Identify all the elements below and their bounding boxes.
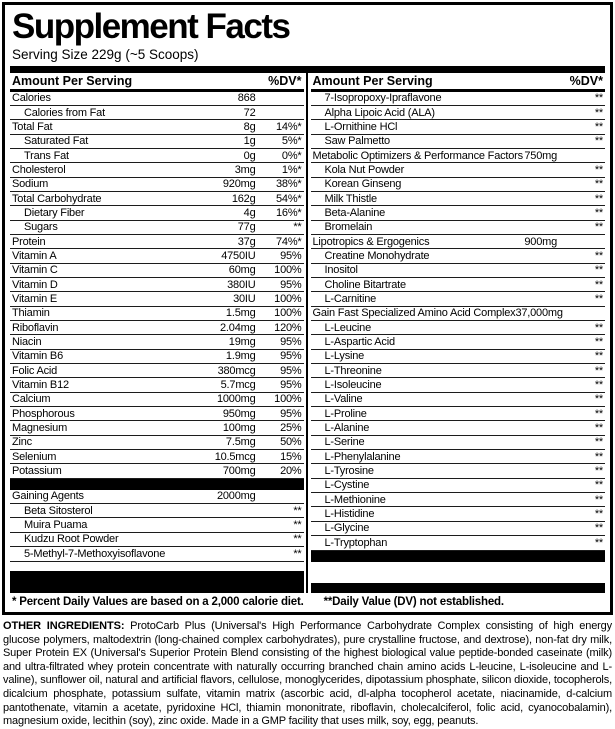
amount-value: 750mg <box>524 149 557 162</box>
table-row <box>311 106 606 120</box>
amount-value: 77g <box>237 221 256 234</box>
dv-value: ** <box>594 120 603 133</box>
dv-value: ** <box>594 206 603 219</box>
ingredient-name: Riboflavin <box>12 321 59 334</box>
dv-value: 25% <box>280 422 302 435</box>
dv-value: ** <box>594 465 603 478</box>
ingredient-name: Beta Sitosterol <box>24 504 93 517</box>
amount-value: 37,000mg <box>515 307 563 320</box>
ingredient-name: Folic Acid <box>12 364 58 377</box>
table-row <box>10 106 304 120</box>
table-row <box>10 350 304 364</box>
ingredient-name: L-Isoleucine <box>324 379 382 392</box>
dv-value: 5%* <box>281 135 302 148</box>
ingredient-name: Korean Ginseng <box>324 178 402 191</box>
table-row <box>311 221 606 235</box>
table-row <box>311 421 606 435</box>
dv-value: 100% <box>274 307 302 320</box>
right-column-header <box>311 73 606 92</box>
ingredient-name: L-Carnitine <box>324 292 377 305</box>
ingredient-name: L-Tyrosine <box>324 465 374 478</box>
dv-value: 95% <box>280 336 302 349</box>
dv-value: 100% <box>274 292 302 305</box>
table-row <box>10 292 304 306</box>
dv-value: 15% <box>280 450 302 463</box>
dv-value: 95% <box>280 407 302 420</box>
ingredient-name: Gain Fast Specialized Amino Acid Complex <box>312 307 516 320</box>
dv-value: ** <box>293 504 302 517</box>
ingredient-name: Muira Puama <box>24 519 88 532</box>
amount-value: 10.5mcg <box>214 450 256 463</box>
ingredient-name: L-Proline <box>324 407 367 420</box>
dv-value: 95% <box>280 350 302 363</box>
label-title: Supplement Facts <box>12 7 290 46</box>
table-row <box>311 335 606 349</box>
dv-value: ** <box>594 350 603 363</box>
dv-value: ** <box>594 479 603 492</box>
ingredient-name: L-Histidine <box>324 508 375 521</box>
table-row <box>10 335 304 349</box>
dv-value: ** <box>594 321 603 334</box>
ingredient-name: Vitamin B12 <box>12 379 69 392</box>
amount-value: 700mg <box>222 465 256 478</box>
dv-value: ** <box>594 264 603 277</box>
section-divider-bar <box>10 479 304 490</box>
table-row <box>311 436 606 450</box>
table-row <box>311 450 606 464</box>
table-row <box>311 278 606 292</box>
ingredient-name: L-Leucine <box>324 321 372 334</box>
ingredient-name: L-Tryptophan <box>324 536 388 549</box>
amount-value: 0g <box>243 149 256 162</box>
dv-value: ** <box>594 450 603 463</box>
ingredient-name: Calories from Fat <box>24 106 105 119</box>
ingredient-name: Selenium <box>12 450 57 463</box>
dv-value: ** <box>594 336 603 349</box>
table-row <box>311 522 606 536</box>
table-row <box>10 450 304 464</box>
ingredient-name: Vitamin A <box>12 249 57 262</box>
amount-value: 30IU <box>233 292 256 305</box>
table-row <box>311 192 606 206</box>
header-divider-bar <box>10 66 605 73</box>
ingredient-name: Cholesterol <box>12 163 66 176</box>
dv-value: ** <box>594 393 603 406</box>
table-row <box>10 504 304 518</box>
table-row <box>10 163 304 177</box>
dv-value: 0%* <box>281 149 302 162</box>
amount-value: 900mg <box>524 235 557 248</box>
table-row <box>311 350 606 364</box>
ingredient-name: Total Carbohydrate <box>12 192 102 205</box>
table-row <box>10 307 304 321</box>
table-row <box>10 518 304 532</box>
table-row <box>311 178 606 192</box>
amount-value: 1.5mg <box>225 307 256 320</box>
table-row <box>311 206 606 220</box>
dv-value: ** <box>594 221 603 234</box>
table-row <box>10 436 304 450</box>
dv-value: ** <box>594 422 603 435</box>
table-row <box>311 536 606 550</box>
dv-value: ** <box>594 379 603 392</box>
table-row <box>311 264 606 278</box>
table-row <box>311 120 606 134</box>
ingredient-name: Dietary Fiber <box>24 206 85 219</box>
table-row <box>311 292 606 306</box>
ingredient-name: Trans Fat <box>24 149 69 162</box>
table-row <box>311 163 606 177</box>
table-row <box>10 149 304 163</box>
amount-value: 380IU <box>227 278 256 291</box>
dv-value: ** <box>293 547 302 560</box>
table-row <box>311 92 606 106</box>
table-row <box>10 278 304 292</box>
ingredient-name: Potassium <box>12 465 62 478</box>
dv-value: ** <box>594 493 603 506</box>
ingredient-name: Beta-Alanine <box>324 206 386 219</box>
dv-value: ** <box>594 292 603 305</box>
table-row <box>311 135 606 149</box>
amount-value: 4750IU <box>221 249 256 262</box>
dv-value: 95% <box>280 249 302 262</box>
table-row <box>10 464 304 478</box>
dv-value: ** <box>594 536 603 549</box>
table-row <box>311 249 606 263</box>
dv-header-label: %DV* <box>268 73 302 88</box>
dv-value: ** <box>594 106 603 119</box>
amount-value: 162g <box>231 192 256 205</box>
amount-value: 7.5mg <box>225 436 256 449</box>
dv-value: 50% <box>280 436 302 449</box>
other-ingredients-lead: OTHER INGREDIENTS: <box>3 620 125 632</box>
ingredient-name: Vitamin B6 <box>12 350 63 363</box>
table-row <box>311 493 606 507</box>
amount-value: 60mg <box>228 264 256 277</box>
table-row <box>311 149 606 163</box>
dv-value: ** <box>293 221 302 234</box>
dv-value: ** <box>594 278 603 291</box>
table-row <box>10 221 304 235</box>
dv-value: 16%* <box>276 206 302 219</box>
table-row <box>10 120 304 134</box>
nutrition-columns <box>10 73 605 593</box>
ingredient-name: Choline Bitartrate <box>324 278 406 291</box>
table-row <box>10 393 304 407</box>
ingredient-name: L-Ornithine HCl <box>324 120 398 133</box>
ingredient-name: Creatine Monohydrate <box>324 249 430 262</box>
amount-value: 1.9mg <box>225 350 256 363</box>
ingredient-name: Vitamin C <box>12 264 58 277</box>
serving-size: Serving Size 229g (~5 Scoops) <box>12 47 199 62</box>
dv-value: ** <box>594 192 603 205</box>
amount-value: 1000mg <box>216 393 256 406</box>
ingredient-name: Magnesium <box>12 422 68 435</box>
ingredient-name: Zinc <box>12 436 32 449</box>
table-row <box>10 135 304 149</box>
table-row <box>311 378 606 392</box>
table-row <box>10 421 304 435</box>
dv-value: 95% <box>280 278 302 291</box>
ingredient-name: Sugars <box>24 221 58 234</box>
dv-value: ** <box>594 135 603 148</box>
table-row <box>10 192 304 206</box>
table-row <box>311 407 606 421</box>
dv-value: 100% <box>274 264 302 277</box>
ingredient-name: Gaining Agents <box>12 490 84 503</box>
table-row <box>10 533 304 547</box>
ingredient-name: Calories <box>12 92 51 105</box>
ingredient-name: Lipotropics & Ergogenics <box>312 235 430 248</box>
amount-value: 19mg <box>228 336 256 349</box>
dv-value: ** <box>594 163 603 176</box>
amount-value: 2.04mg <box>220 321 256 334</box>
ingredient-name: L-Glycine <box>324 522 370 535</box>
amount-value: 3mg <box>234 163 256 176</box>
other-ingredients <box>2 615 613 729</box>
section-divider-bar <box>311 551 606 562</box>
ingredient-name: Protein <box>12 235 46 248</box>
supplement-facts-label <box>2 2 613 615</box>
ingredient-name: Bromelain <box>324 221 373 234</box>
amount-value: 72 <box>243 106 256 119</box>
table-row <box>10 264 304 278</box>
table-row <box>10 364 304 378</box>
dv-value: 14%* <box>276 120 302 133</box>
ingredient-name: 7-Isopropoxy-Ipraflavone <box>324 92 442 105</box>
table-row <box>10 490 304 504</box>
dv-value: 54%* <box>276 192 302 205</box>
dv-value: ** <box>594 249 603 262</box>
table-row <box>311 307 606 321</box>
ingredient-name: Metabolic Optimizers & Performance Factors <box>312 149 523 162</box>
dv-value: 95% <box>280 364 302 377</box>
dv-not-established-note: **Daily Value (DV) not established. <box>323 596 504 608</box>
percent-daily-values-note: * Percent Daily Values are based on a 2,000 calorie diet. <box>12 596 304 608</box>
dv-value: 74%* <box>276 235 302 248</box>
ingredient-name: L-Threonine <box>324 364 382 377</box>
table-row <box>311 464 606 478</box>
table-row <box>10 321 304 335</box>
dv-value: ** <box>594 508 603 521</box>
amount-value: 2000mg <box>216 490 256 503</box>
ingredient-name: Milk Thistle <box>324 192 377 205</box>
dv-value: ** <box>594 407 603 420</box>
ingredient-name: L-Cystine <box>324 479 370 492</box>
ingredient-name: L-Valine <box>324 393 363 406</box>
dv-value: 20% <box>280 465 302 478</box>
amount-value: 100mg <box>222 422 256 435</box>
right-bottom-bar <box>311 583 606 593</box>
dv-value: ** <box>594 436 603 449</box>
right-rows <box>311 92 606 562</box>
ingredient-name: Saturated Fat <box>24 135 89 148</box>
amount-value: 4g <box>243 206 256 219</box>
ingredient-name: L-Alanine <box>324 422 370 435</box>
ingredient-name: Total Fat <box>12 120 53 133</box>
ingredient-name: Sodium <box>12 178 49 191</box>
dv-value: ** <box>594 92 603 105</box>
ingredient-name: L-Lysine <box>324 350 365 363</box>
table-row <box>10 547 304 561</box>
table-row <box>311 393 606 407</box>
ingredient-name: Kudzu Root Powder <box>24 533 119 546</box>
ingredient-name: Niacin <box>12 336 42 349</box>
ingredient-name: Thiamin <box>12 307 50 320</box>
table-row <box>10 235 304 249</box>
footnote <box>10 593 605 612</box>
amount-value: 920mg <box>222 178 256 191</box>
ingredient-name: L-Aspartic Acid <box>324 336 395 349</box>
amount-value: 1g <box>243 135 256 148</box>
dv-value: ** <box>293 519 302 532</box>
ingredient-name: Inositol <box>324 264 358 277</box>
ingredient-name: Kola Nut Powder <box>324 163 405 176</box>
dv-value: ** <box>594 178 603 191</box>
amount-value: 5.7mcg <box>220 379 256 392</box>
table-row <box>311 507 606 521</box>
dv-value: 1%* <box>281 163 302 176</box>
ingredient-name: Saw Palmetto <box>324 135 390 148</box>
dv-value: ** <box>594 364 603 377</box>
amount-value: 868 <box>237 92 256 105</box>
left-bottom-bar <box>10 571 304 593</box>
other-ingredients-text: ProtoCarb Plus (Universal's High Performance Carbohydrate Complex consisting of high energy glucose polymers, maltodextrin (long-chained complex carbohydrates), pure crystalline fructose, and dextrose), non-fat dry milk, Super Protein EX (Universal's Superior Protein Blend consisting of the highest biological value peptide-bonded caseinate (milk) and ultra-filtrated whey protein concentrate with naturally occurring branched chain amino acids L-leucine, L-isoleucine and L-valine), sunflower oil, natural and artificial flavors, cellulose, monoglycerides, dipotassium phosphate, silicon dioxide, tocopherols, dicalcium phosphate, potassium sulfate, vitamin matrix (ascorbic acid, dl-alpha tocopherol acetate, niacinamide, d-calcium pantothenate, vitamin a acetate, pyridoxine HCl, thiamin mononitrate, riboflavin, cholecalciferol, folic acid, cyanocobalamin), magnesium oxide, lecithin (soy), zinc oxide. Made in a GMP facility that uses milk, soy, egg, peanuts. <box>3 620 613 728</box>
left-column-header <box>10 73 304 92</box>
table-row <box>311 479 606 493</box>
ingredient-name: 5-Methyl-7-Methoxyisoflavone <box>24 547 166 560</box>
amount-per-serving-label: Amount Per Serving <box>12 73 133 88</box>
dv-value: 38%* <box>276 178 302 191</box>
table-row <box>311 235 606 249</box>
table-row <box>311 321 606 335</box>
ingredient-name: Phosphorous <box>12 407 75 420</box>
dv-value: ** <box>594 522 603 535</box>
dv-value: 120% <box>274 321 302 334</box>
table-row <box>10 92 304 106</box>
dv-value: 100% <box>274 393 302 406</box>
amount-value: 380mcg <box>217 364 256 377</box>
amount-value: 8g <box>243 120 256 133</box>
ingredient-name: L-Methionine <box>324 493 386 506</box>
dv-value: 95% <box>280 379 302 392</box>
table-row <box>10 407 304 421</box>
right-column <box>308 73 606 593</box>
ingredient-name: Alpha Lipoic Acid (ALA) <box>324 106 435 119</box>
left-column <box>10 73 308 593</box>
dv-header-label: %DV* <box>569 73 603 88</box>
ingredient-name: L-Phenylalanine <box>324 450 401 463</box>
amount-value: 37g <box>237 235 256 248</box>
ingredient-name: Vitamin D <box>12 278 58 291</box>
table-row <box>10 178 304 192</box>
dv-value: ** <box>293 533 302 546</box>
table-row <box>10 249 304 263</box>
table-row <box>10 206 304 220</box>
table-row <box>10 378 304 392</box>
ingredient-name: Vitamin E <box>12 292 58 305</box>
ingredient-name: L-Serine <box>324 436 365 449</box>
ingredient-name: Calcium <box>12 393 51 406</box>
amount-per-serving-label: Amount Per Serving <box>312 73 433 88</box>
table-row <box>311 364 606 378</box>
left-rows <box>10 92 304 562</box>
amount-value: 950mg <box>222 407 256 420</box>
